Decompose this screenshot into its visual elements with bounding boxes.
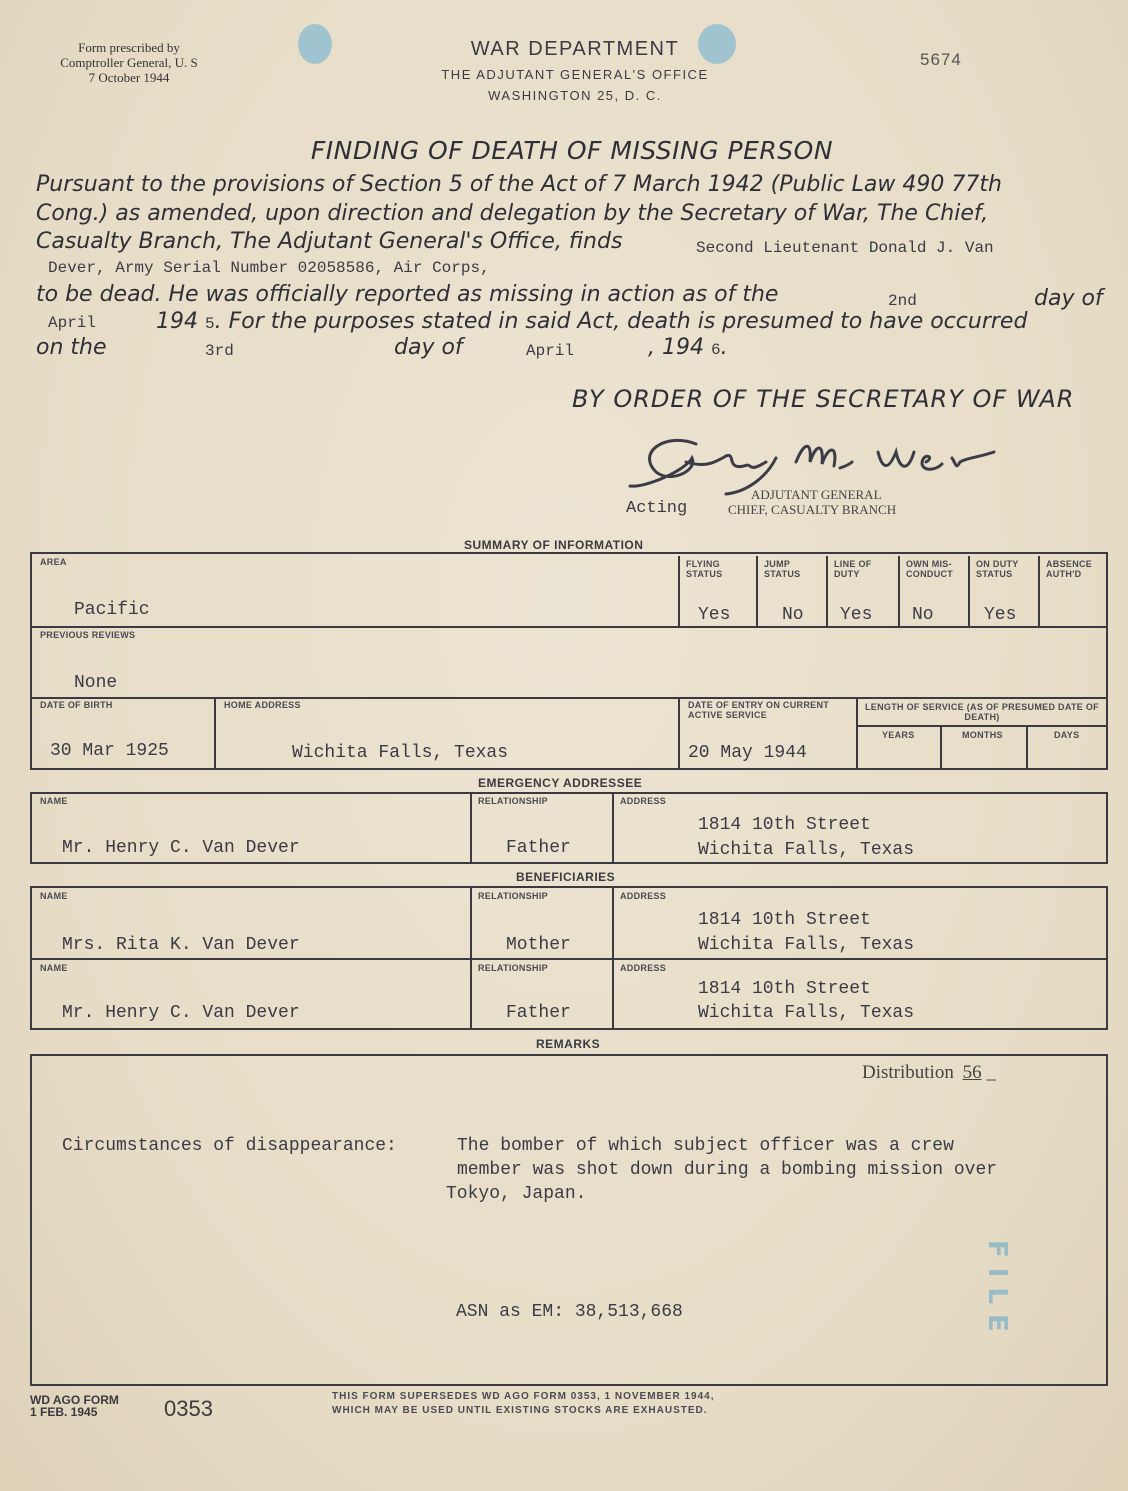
document-title: FINDING OF DEATH OF MISSING PERSON [310, 136, 834, 165]
missing-year [156, 309, 1027, 334]
day-of-label-2: day of [394, 335, 463, 360]
body-line2: Cong.) as amended, upon direction and delegation by the Secretary of War, The Chief, [36, 201, 989, 226]
beneficiary-1-address2: Wichita Falls, Texas [698, 935, 915, 955]
area-value: Pacific [74, 600, 150, 620]
summary-divider-2 [30, 697, 1108, 699]
remarks-title: REMARKS [536, 1037, 601, 1051]
day-of-label: day of [1034, 286, 1103, 311]
signature [626, 422, 1006, 496]
summary-divider-1 [30, 626, 1108, 628]
emergency-address1: 1814 10th Street [698, 815, 871, 835]
status-label-jump: JUMP STATUS [764, 559, 801, 579]
emergency-name: Mr. Henry C. Van Dever [62, 838, 300, 858]
dob-label: DATE OF BIRTH [40, 700, 113, 710]
office-city: WASHINGTON 25, D. C. [488, 88, 662, 103]
emergency-sep-1 [470, 792, 472, 864]
years-sep [940, 725, 942, 769]
death-year [648, 335, 728, 360]
remarks-box [30, 1054, 1108, 1386]
person-name-b: Dever, Army Serial Number 02058586, Air Corps, [48, 259, 490, 277]
beneficiaries-sep-2 [612, 886, 614, 1030]
status-value-jump: No [782, 605, 804, 625]
signature-graphic [626, 422, 1006, 496]
period: . [720, 335, 728, 360]
months-sep [1026, 725, 1028, 769]
distribution-number: 56 [962, 1062, 982, 1083]
beneficiary-2-name-label: NAME [40, 963, 68, 973]
footer-form [30, 1394, 119, 1418]
file-number: 5674 [920, 50, 962, 69]
office-name: THE ADJUTANT GENERAL'S OFFICE [441, 67, 709, 82]
status-value-on-duty: Yes [984, 605, 1017, 625]
circumstances-line3: Tokyo, Japan. [446, 1184, 587, 1204]
status-label-flying: FLYING STATUS [686, 559, 723, 579]
emergency-name-label: NAME [40, 796, 68, 806]
missing-year-digit: 5 [205, 315, 215, 333]
status-sep-2 [826, 556, 828, 626]
days-label: DAYS [1054, 730, 1080, 740]
footer-note-1: THIS FORM SUPERSEDES WD AGO FORM 0353, 1 NOVEMBER 1944, [332, 1391, 715, 1402]
status-sep-4 [968, 556, 970, 626]
previous-reviews-label: PREVIOUS REVIEWS [40, 630, 136, 640]
area-label: AREA [40, 557, 67, 567]
beneficiary-1-rel-label: RELATIONSHIP [478, 891, 548, 901]
months-label: MONTHS [962, 730, 1003, 740]
death-year-digit: 6 [710, 341, 721, 359]
years-label: YEARS [882, 730, 915, 740]
beneficiary-1-addr-label: ADDRESS [620, 891, 667, 901]
form-prescribed-line3: 7 October 1944 [88, 70, 170, 85]
body-line1: Pursuant to the provisions of Section 5 of the Act of 7 March 1942 (Public Law 490 77th [36, 172, 1002, 197]
footer-note [332, 1390, 714, 1418]
footer-note-2: WHICH MAY BE USED UNTIL EXISTING STOCKS ARE EXHAUSTED. [332, 1405, 708, 1416]
entry-value: 20 May 1944 [688, 743, 807, 763]
beneficiaries-divider [30, 958, 1108, 960]
form-prescribed-line1: Form prescribed by [78, 40, 180, 55]
home-value: Wichita Falls, Texas [292, 743, 509, 763]
file-stamp: FILE [982, 1240, 1012, 1342]
signature-title2: CHIEF, CASUALTY BRANCH [728, 502, 897, 517]
year-prefix: 194 [156, 309, 198, 334]
status-label-line-of-duty: LINE OF DUTY [834, 559, 872, 579]
footer-form-number: 0353 [164, 1396, 213, 1421]
home-sep [678, 697, 680, 769]
punch-hole-left [298, 24, 332, 64]
beneficiary-1-name-label: NAME [40, 891, 68, 901]
body-line4: to be dead. He was officially reported as missing in action as of the [36, 282, 779, 307]
dob-value: 30 Mar 1925 [50, 741, 169, 761]
body-line3: Casualty Branch, The Adjutant General's Office, finds [36, 229, 623, 254]
person-name-a: Second Lieutenant Donald J. Van [696, 239, 994, 257]
emergency-relationship: Father [506, 838, 571, 858]
summary-box [30, 552, 1108, 770]
emergency-sep-2 [612, 792, 614, 864]
on-the-label: on the [36, 335, 107, 360]
department-name: WAR DEPARTMENT [470, 38, 680, 60]
los-divider [856, 725, 1106, 727]
entry-label: DATE OF ENTRY ON CURRENT ACTIVE SERVICE [688, 700, 830, 720]
entry-sep [856, 697, 858, 769]
distribution: Distribution 56 _ [862, 1062, 996, 1083]
body-line5: . For the purposes stated in said Act, death is presumed to have occurred [214, 309, 1028, 334]
signature-acting: Acting [626, 499, 688, 518]
department-header [380, 38, 770, 103]
death-day: 3rd [205, 342, 234, 360]
status-sep-1 [756, 556, 758, 626]
distribution-label: Distribution [862, 1062, 954, 1083]
circumstances-line2: member was shot down during a bombing mission over [457, 1160, 998, 1180]
emergency-rel-label: RELATIONSHIP [478, 796, 548, 806]
signature-title1: ADJUTANT GENERAL [751, 487, 882, 502]
beneficiary-2-address1: 1814 10th Street [698, 979, 871, 999]
beneficiary-2-name: Mr. Henry C. Van Dever [62, 1003, 300, 1023]
beneficiary-1-name: Mrs. Rita K. Van Dever [62, 935, 300, 955]
status-value-line-of-duty: Yes [840, 605, 873, 625]
form-prescribed-line2: Comptroller General, U. S [60, 55, 198, 70]
missing-month: April [48, 314, 97, 332]
home-label: HOME ADDRESS [224, 700, 301, 710]
summary-title: SUMMARY OF INFORMATION [464, 538, 644, 552]
beneficiary-2-relationship: Father [506, 1003, 571, 1023]
missing-day: 2nd [888, 292, 917, 310]
form-prescribed [34, 40, 224, 85]
status-sep-3 [898, 556, 900, 626]
dob-sep [214, 697, 216, 769]
status-sep-0 [678, 556, 680, 626]
beneficiary-1-relationship: Mother [506, 935, 571, 955]
status-sep-5 [1038, 556, 1040, 626]
circumstances-line1: The bomber of which subject officer was a crew [457, 1136, 954, 1156]
status-value-misconduct: No [912, 605, 934, 625]
circumstances-label: Circumstances of disappearance: [62, 1136, 397, 1156]
beneficiary-2-addr-label: ADDRESS [620, 963, 667, 973]
emergency-addr-label: ADDRESS [620, 796, 667, 806]
emergency-address2: Wichita Falls, Texas [698, 840, 915, 860]
death-month: April [526, 342, 575, 360]
status-label-absence: ABSENCE AUTH'D [1046, 559, 1093, 579]
beneficiaries-sep-1 [470, 886, 472, 1030]
los-label: LENGTH OF SERVICE (AS OF PRESUMED DATE OF DEATH) [865, 702, 1099, 722]
footer-form-a: WD AGO FORM [30, 1393, 119, 1407]
year-prefix-2: , 194 [648, 335, 704, 360]
asn-em: ASN as EM: 38,513,668 [456, 1302, 683, 1322]
status-label-on-duty: ON DUTY STATUS [976, 559, 1019, 579]
previous-reviews-value: None [74, 673, 118, 693]
beneficiaries-title: BENEFICIARIES [516, 870, 616, 884]
beneficiary-2-address2: Wichita Falls, Texas [698, 1003, 915, 1023]
footer-form-b: 1 FEB. 1945 [30, 1405, 98, 1419]
status-value-flying: Yes [698, 605, 731, 625]
status-label-misconduct: OWN MIS-CONDUCT [906, 559, 954, 579]
beneficiary-1-address1: 1814 10th Street [698, 910, 871, 930]
order-line: BY ORDER OF THE SECRETARY OF WAR [572, 385, 1075, 413]
emergency-title: EMERGENCY ADDRESSEE [478, 776, 643, 790]
beneficiary-2-rel-label: RELATIONSHIP [478, 963, 548, 973]
